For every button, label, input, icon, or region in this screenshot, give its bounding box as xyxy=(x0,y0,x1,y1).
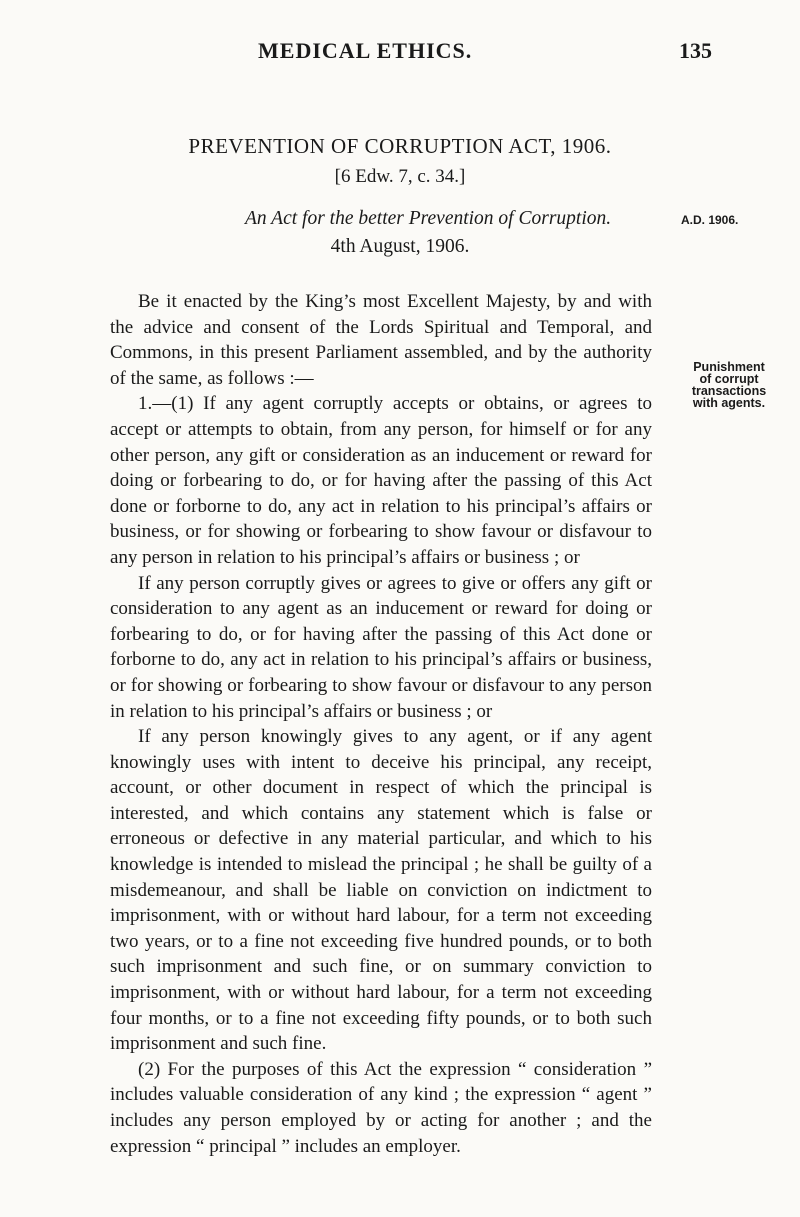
margin-note-line: of corrupt xyxy=(699,372,759,386)
running-title: MEDICAL ETHICS. xyxy=(258,38,473,63)
act-citation: [6 Edw. 7, c. 34.] xyxy=(334,166,466,187)
section-1-subsection-1: 1.—(1) If any agent corruptly accepts or obtains, or agrees to accept or attempts to obtain, from any person, for himself or for any other person, any gift or consideration as an inducement or reward for doing or forbearing to do, or for having after the passing of this Act done or forborne to do, any act in relation to his principal’s affairs or business, or for showing or forbearing to show favour or disfavour to any person in relation to his principal’s affairs or business ; or xyxy=(110,393,652,568)
running-head xyxy=(0,38,800,66)
act-body xyxy=(110,289,652,1159)
section-1-subsection-2: (2) For the purposes of this Act the expression “ consideration ” includes valuable consideration of any kind ; the expression “ agent ” includes any person employed by or acting for another ; and the expression “ principal ” includes an employer. xyxy=(110,1058,652,1157)
act-title: PREVENTION OF CORRUPTION ACT, 1906. xyxy=(188,134,612,158)
section-1-giving-clause: If any person corruptly gives or agrees to give or offers any gift or consideration to any agent as an inducement or reward for doing or forbearing to do, or for having after the passing of this Act done or forborne to do, any act in relation to his principal’s affairs or business, or for showing or forbearing to show favour or disfavour to any person in relation to his principal’s affairs or business ; or xyxy=(110,572,652,722)
page-number: 135 xyxy=(679,38,712,63)
enacting-clause: Be it enacted by the King’s most Excellent Majesty, by and with the advice and consent of the Lords Spiritual and Temporal, and Commons, in this present Parliament assembled, and by the authority of the same, as follows :— xyxy=(110,291,652,389)
year-margin-note: A.D. 1906. xyxy=(681,213,739,227)
margin-note-line: transactions xyxy=(691,384,767,398)
section-1-document-clause: If any person knowingly gives to any agent, or if any agent knowingly uses with intent to deceive his principal, any receipt, account, or other document in respect of which the principal is interested, and which contains any statement which is false or erroneous or defective in any material particular, and which to his knowledge is intended to mislead the principal ; he shall be guilty of a misdemeanour, and shall be liable on conviction on indictment to imprisonment, with or without hard labour, for a term not exceeding two years, or to a fine not exceeding five hundred pounds, or to both such imprisonment and such fine, or on summary conviction to imprisonment, with or without hard labour, for a term not exceeding four months, or to a fine not exceeding fifty pounds, or to both such imprisonment and such fine. xyxy=(110,726,652,1055)
assent-date: 4th August, 1906. xyxy=(330,236,470,257)
act-long-title: An Act for the better Prevention of Corruption. xyxy=(245,208,612,229)
section-margin-note xyxy=(664,361,794,409)
margin-note-line: with agents. xyxy=(692,396,766,410)
margin-note-line: Punishment xyxy=(693,360,765,374)
